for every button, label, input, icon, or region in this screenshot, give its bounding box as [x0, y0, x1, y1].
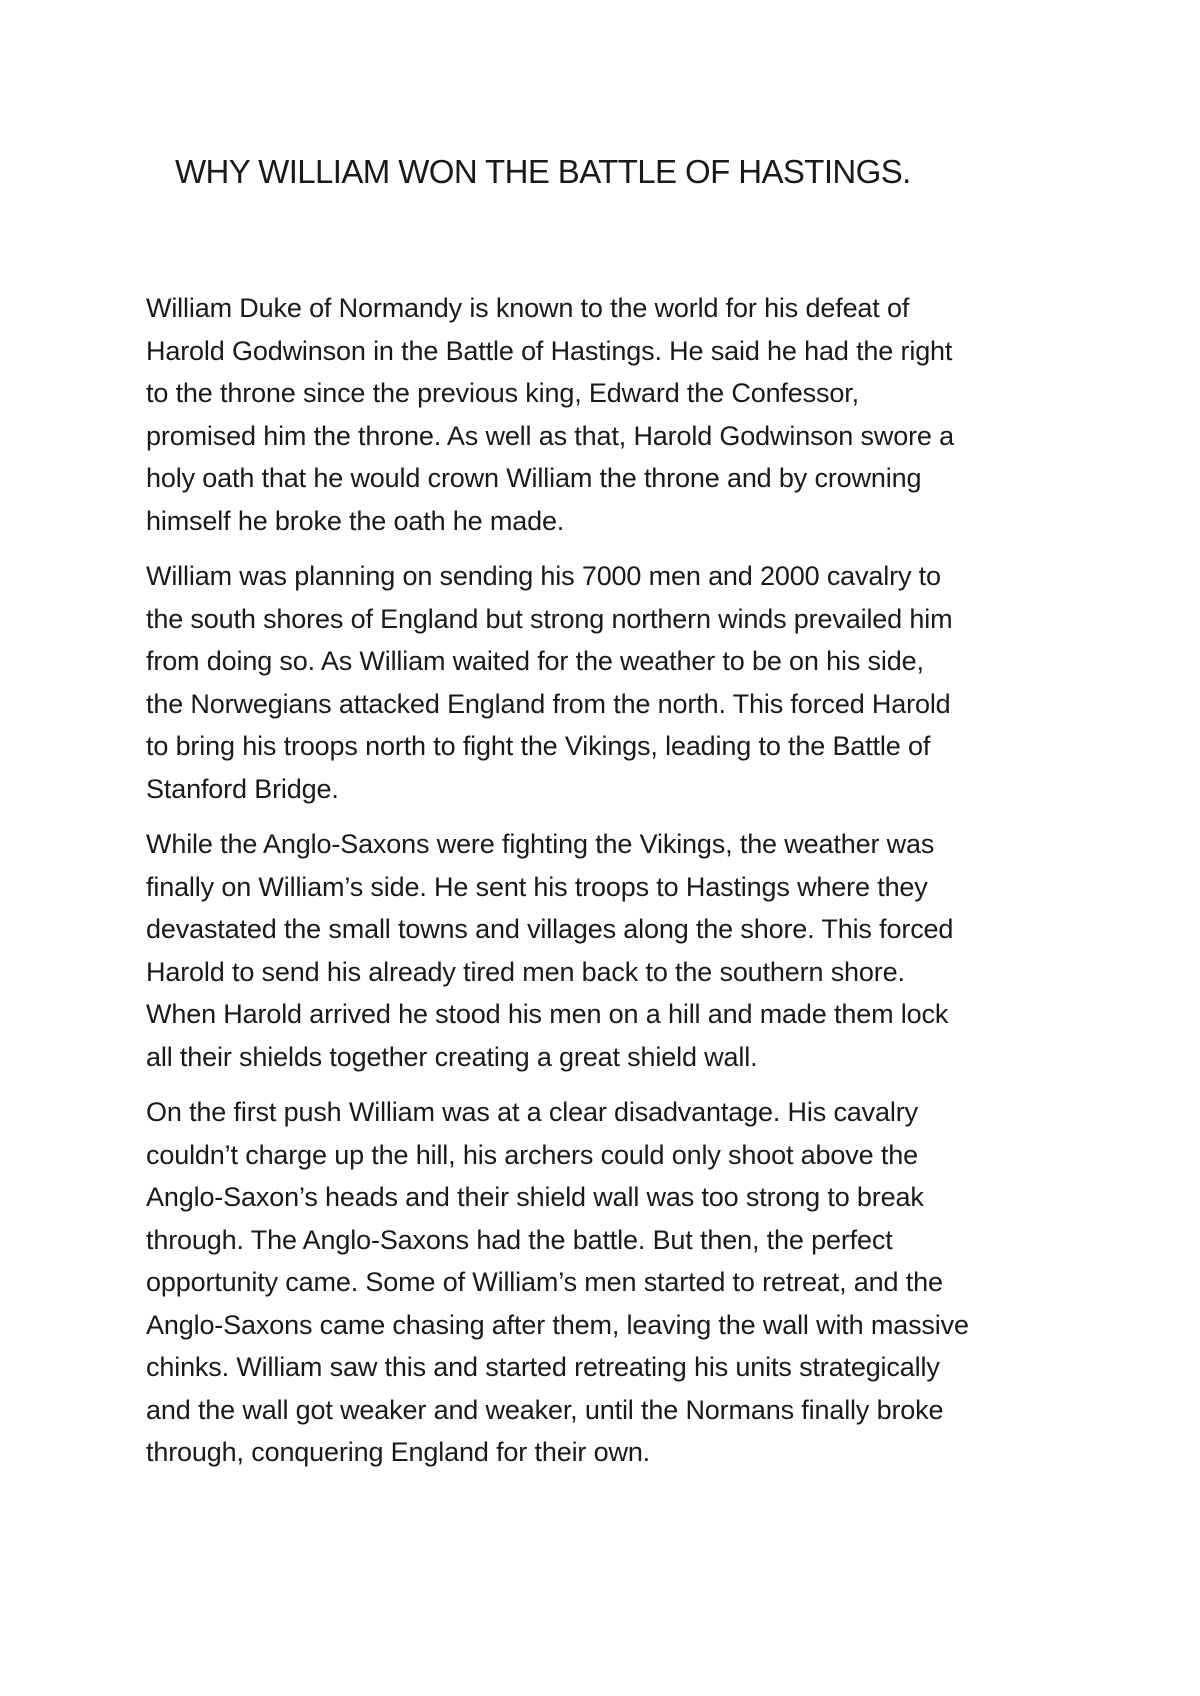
- paragraph-shield-wall: [146, 823, 1076, 1078]
- document-title: WHY WILLIAM WON THE BATTLE OF HASTINGS.: [175, 153, 911, 190]
- text-line: devastated the small towns and villages along the shore. This forced: [146, 914, 954, 944]
- text-line: Anglo-Saxons came chasing after them, leaving the wall with massive: [146, 1309, 969, 1340]
- text-line: Harold to send his already tired men back to the southern shore.: [146, 956, 905, 987]
- paragraph-battle-outcome: [146, 1091, 1076, 1474]
- text-line: On the first push William was at a clear disadvantage. His cavalry: [146, 1097, 918, 1127]
- text-line: all their shields together creating a great shield wall.: [146, 1041, 758, 1072]
- text-line: through. The Anglo-Saxons had the battle. But then, the perfect: [146, 1224, 893, 1255]
- text-line: When Harold arrived he stood his men on a hill and made them lock: [146, 999, 949, 1029]
- text-line: promised him the throne. As well as that, Harold Godwinson swore a: [146, 420, 954, 451]
- text-line: the Norwegians attacked England from the north. This forced Harold: [146, 688, 951, 719]
- text-line: to the throne since the previous king, Edward the Confessor,: [146, 378, 859, 408]
- text-line: chinks. William saw this and started retreating his units strategically: [146, 1352, 940, 1382]
- text-line: from doing so. As William waited for the weather to be on his side,: [146, 646, 924, 676]
- text-line: William Duke of Normandy is known to the world for his defeat of: [146, 293, 910, 323]
- text-line: William was planning on sending his 7000 men and 2000 cavalry to: [146, 561, 941, 591]
- text-line: Anglo-Saxon’s heads and their shield wall was too strong to break: [146, 1182, 924, 1212]
- paragraph-claim-to-throne: [146, 287, 1076, 542]
- text-line: couldn’t charge up the hill, his archers could only shoot above the: [146, 1139, 918, 1170]
- text-line: Stanford Bridge.: [146, 773, 339, 804]
- text-line: and the wall got weaker and weaker, until the Normans finally broke: [146, 1394, 944, 1425]
- paragraph-invasion-plans: [146, 555, 1076, 810]
- text-line: himself he broke the oath he made.: [146, 505, 565, 536]
- text-line: the south shores of England but strong northern winds prevailed him: [146, 603, 953, 634]
- text-line: Harold Godwinson in the Battle of Hastings. He said he had the right: [146, 335, 953, 366]
- text-line: finally on William’s side. He sent his troops to Hastings where they: [146, 871, 928, 902]
- text-line: holy oath that he would crown William the throne and by crowning: [146, 463, 922, 493]
- text-line: to bring his troops north to fight the Vikings, leading to the Battle of: [146, 731, 931, 761]
- text-line: opportunity came. Some of William’s men started to retreat, and the: [146, 1267, 943, 1297]
- document-body: [146, 287, 1076, 1487]
- text-line: through, conquering England for their own.: [146, 1437, 651, 1467]
- text-line: While the Anglo-Saxons were fighting the Vikings, the weather was: [146, 829, 935, 859]
